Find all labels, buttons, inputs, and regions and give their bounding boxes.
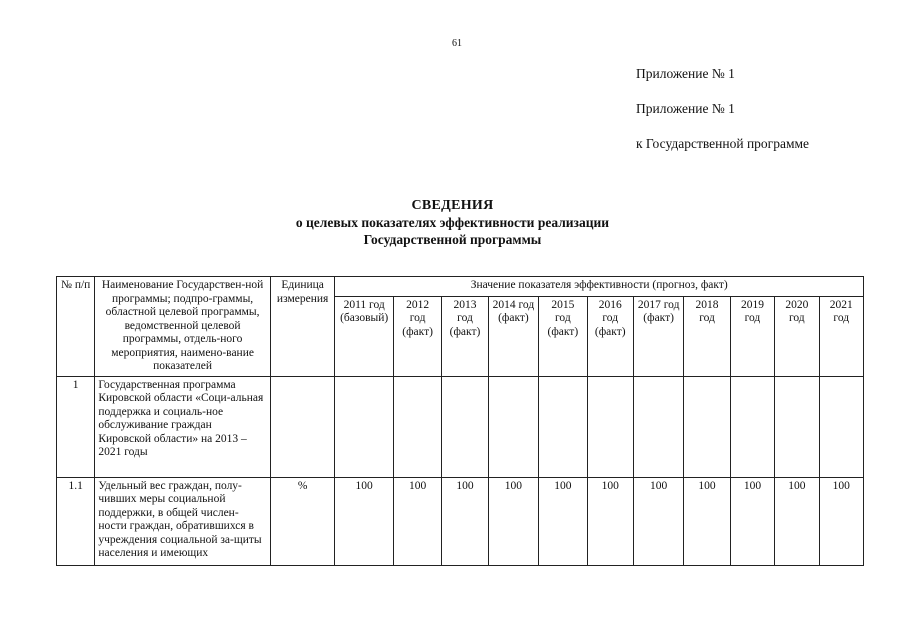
row-value-2021: 100 bbox=[819, 477, 864, 565]
indicators-table bbox=[56, 276, 864, 566]
appendix-line-2: Приложение № 1 bbox=[636, 101, 735, 116]
header-year-2018: 2018 год bbox=[684, 296, 730, 376]
header-year-2019: 2019 год bbox=[730, 296, 774, 376]
row-value-2016 bbox=[587, 376, 633, 477]
row-value-2021 bbox=[819, 376, 864, 477]
row-value-2019: 100 bbox=[730, 477, 774, 565]
header-row-1 bbox=[57, 277, 864, 297]
row-value-2019 bbox=[730, 376, 774, 477]
appendix-line-3: к Государственной программе bbox=[636, 136, 810, 151]
row-num: 1 bbox=[57, 376, 95, 477]
row-name: Государственная программа Кировской области «Соци-альная поддержка и социаль-ное обслуживание граждан Кировской области» на 2013 – 2021 годы bbox=[95, 376, 271, 477]
row-value-2013: 100 bbox=[442, 477, 488, 565]
row-value-2020 bbox=[775, 376, 819, 477]
row-unit bbox=[270, 376, 335, 477]
row-value-2014: 100 bbox=[488, 477, 538, 565]
header-unit: Единица измерения bbox=[270, 277, 335, 377]
header-values-group: Значение показателя эффективности (прогноз, факт) bbox=[335, 277, 864, 297]
row-value-2017: 100 bbox=[633, 477, 683, 565]
header-year-2016: 2016 год (факт) bbox=[587, 296, 633, 376]
row-value-2018: 100 bbox=[684, 477, 730, 565]
row-value-2011 bbox=[335, 376, 394, 477]
table-row bbox=[57, 376, 864, 477]
header-num: № п/п bbox=[57, 277, 95, 377]
row-value-2016: 100 bbox=[587, 477, 633, 565]
row-value-2017 bbox=[633, 376, 683, 477]
row-name: Удельный вес граждан, полу-чивших меры социальной поддержки, в общей числен-ности граждан, обратившихся в учреждения социальной за-щиты населения и имеющих bbox=[95, 477, 271, 565]
row-value-2015: 100 bbox=[539, 477, 587, 565]
header-name: Наименование Государствен-ной программы; подпро-граммы, областной целевой программы, ведомственной целевой программы, отдель-ного мероприятия, наимено-вание показателей bbox=[95, 277, 271, 377]
header-year-2017: 2017 год (факт) bbox=[633, 296, 683, 376]
title-line-2: о целевых показателях эффективности реализации bbox=[295, 215, 610, 230]
row-value-2012: 100 bbox=[393, 477, 441, 565]
row-value-2013 bbox=[442, 376, 488, 477]
header-year-2014: 2014 год (факт) bbox=[488, 296, 538, 376]
row-num: 1.1 bbox=[57, 477, 95, 565]
header-year-2013: 2013 год (факт) bbox=[442, 296, 488, 376]
header-year-2015: 2015 год (факт) bbox=[539, 296, 587, 376]
header-year-2011: 2011 год (базовый) bbox=[335, 296, 394, 376]
page-number: 61 bbox=[452, 38, 462, 49]
document-title bbox=[0, 196, 905, 248]
row-unit: % bbox=[270, 477, 335, 565]
row-value-2018 bbox=[684, 376, 730, 477]
row-value-2011: 100 bbox=[335, 477, 394, 565]
header-year-2020: 2020 год bbox=[775, 296, 819, 376]
row-value-2014 bbox=[488, 376, 538, 477]
title-line-1: СВЕДЕНИЯ bbox=[411, 198, 494, 213]
header-year-2012: 2012 год (факт) bbox=[393, 296, 441, 376]
title-line-3: Государственной программы bbox=[363, 232, 542, 247]
table-row bbox=[57, 477, 864, 565]
appendix-line-1: Приложение № 1 bbox=[636, 66, 735, 81]
row-value-2015 bbox=[539, 376, 587, 477]
header-year-2021: 2021 год bbox=[819, 296, 864, 376]
row-value-2012 bbox=[393, 376, 441, 477]
row-value-2020: 100 bbox=[775, 477, 819, 565]
